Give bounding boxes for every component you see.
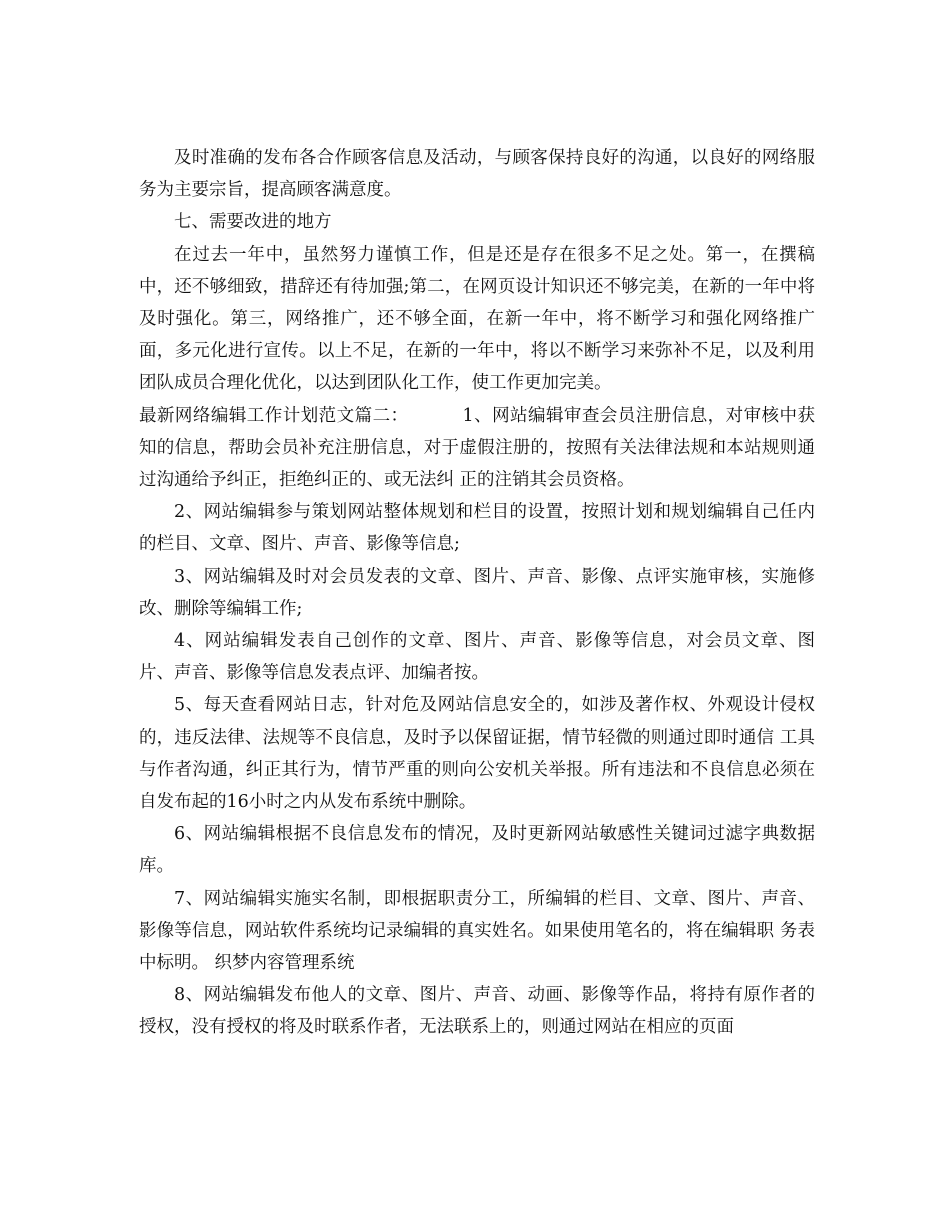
paragraph-plan-2-item-1 [139, 400, 815, 497]
paragraph-item-4: 4、网站编辑发表自己创作的文章、图片、声音、影像等信息，对会员文章、图片、声音、影像等信息发表点评、加编者按。 [139, 631, 815, 684]
paragraph-item-7: 7、网站编辑实施实名制，即根据职责分工，所编辑的栏目、文章、图片、声音、影像等信息，网站软件系统均记录编辑的真实姓名。如果使用笔名的，将在编辑职 务表中标明。 织梦内容管理系统 [139, 888, 815, 974]
paragraph-item-6: 6、网站编辑根据不良信息发布的情况，及时更新网站敏感性关键词过滤字典数据库。 [139, 824, 815, 877]
paragraph-improvements: 在过去一年中，虽然努力谨慎工作，但是还是存在很多不足之处。第一，在撰稿中，还不够细致，措辞还有待加强;第二，在网页设计知识还不够完美，在新的一年中将及时强化。第三，网络推广，还不够全面，在新一年中，将不断学习和强化网络推广面，多元化进行宣传。以上不足，在新的一年中，将以不断学习来弥补不足，以及利用团队成员合理化优化，以达到团队化工作，使工作更加完美。 [139, 244, 815, 394]
section-heading-7: 七、需要改进的地方 [174, 212, 332, 233]
plan-2-item-1-text: 1、网站编辑审查会员注册信息，对审核中获知的信息，帮助会员补充注册信息，对于虚假注册的，按照有关法律法规和本站规则通过沟通给予纠正，拒绝纠正的、或无法纠 正的注销其会员资格。 [139, 405, 815, 491]
document-body [139, 142, 815, 1044]
paragraph-intro: 及时准确的发布各合作顾客信息及活动，与顾客保持良好的沟通，以良好的网络服务为主要宗旨，提高顾客满意度。 [139, 148, 815, 201]
plan-2-lead: 最新网络编辑工作计划范文篇二： [139, 405, 409, 426]
paragraph-item-8: 8、网站编辑发布他人的文章、图片、声音、动画、影像等作品，将持有原作者的授权，没有授权的将及时联系作者，无法联系上的，则通过网站在相应的页面 [139, 985, 815, 1038]
paragraph-item-5: 5、每天查看网站日志，针对危及网站信息安全的，如涉及著作权、外观设计侵权的，违反法律、法规等不良信息，及时予以保留证据，情节轻微的则通过即时通信 工具与作者沟通，纠正其行为，情节严重的则向公安机关举报。所有违法和不良信息必须在自发布起的16小时之内从发布系统中删除。 [139, 695, 815, 813]
paragraph-item-2: 2、网站编辑参与策划网站整体规划和栏目的设置，按照计划和规划编辑自己任内的栏目、文章、图片、声音、影像等信息; [139, 502, 815, 555]
paragraph-item-3: 3、网站编辑及时对会员发表的文章、图片、声音、影像、点评实施审核，实施修改、删除等编辑工作; [139, 566, 815, 619]
